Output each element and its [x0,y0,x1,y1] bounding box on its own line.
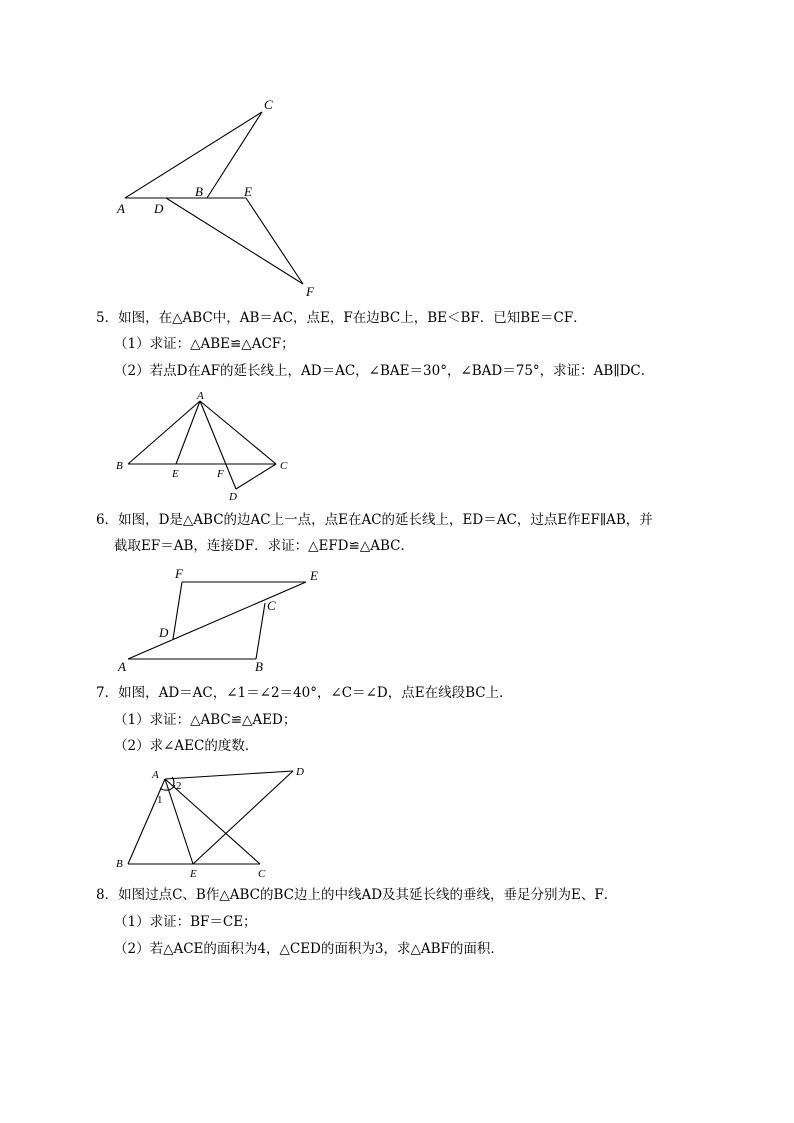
segment-ab [128,779,165,864]
q7-part1: （1）求证：△ABC≌△AED； [114,712,297,728]
label-a: A [197,390,204,402]
angle-1-label: 1 [157,794,163,806]
label-e: E [244,184,252,199]
label-c: C [258,868,266,880]
segment-ef [246,198,303,284]
label-b: B [116,460,123,472]
segment-ae [128,582,306,659]
segment-df [166,198,303,284]
q8-part1: （1）求证：BF＝CE； [114,914,257,930]
q6-stem-line2: 截取EF＝AB，连接DF．求证：△EFD≌△ABC． [114,538,414,554]
segment-ae [176,401,200,464]
q8-part2: （2）若△ACE的面积为4，△CED的面积为3，求△ABF的面积． [114,941,504,957]
q5-stem: 5．如图，在△ABC中，AB＝AC，点E，F在边BC上，BE＜BF．已知BE＝CF． [96,310,587,326]
label-f: F [175,566,183,581]
figure-q5 [0,385,794,505]
segment-ac [125,112,262,198]
q5-part2: （2）若点D在AF的延长线上，AD＝AC，∠BAE＝30°，∠BAD＝75°，求证：AB∥DC． [114,363,655,379]
angle-2-label: 2 [176,780,182,792]
label-f: F [217,468,224,480]
segment-fd [173,582,182,639]
q5-part1: （1）求证：△ABE≌△ACF； [114,336,295,352]
q8-stem: 8．如图过点C、B作△ABC的BC边上的中线AD及其延长线的垂线，垂足分别为E、F． [96,887,618,903]
segment-ad [165,771,293,779]
q7-part2: （2）求∠AEC的度数． [114,738,259,754]
label-b: B [195,184,203,199]
label-d: D [296,766,304,778]
label-e: E [172,468,179,480]
label-b: B [255,659,263,674]
segment-ab [128,401,200,464]
label-e: E [190,868,197,880]
segment-bc [256,603,265,659]
figure-q4 [0,0,794,300]
label-c: C [280,460,288,472]
label-c: C [264,97,273,112]
label-d: D [229,491,237,503]
segment-ac [200,401,276,464]
label-a: A [152,769,159,781]
label-d: D [154,201,164,216]
label-b: B [116,858,123,870]
figure-q7 [0,762,794,882]
q7-stem: 7．如图，AD＝AC，∠1＝∠2＝40°，∠C＝∠D，点E在线段BC上． [96,685,513,701]
label-a: A [117,201,125,216]
label-f: F [306,284,314,299]
label-c: C [267,598,276,613]
label-e: E [310,568,318,583]
label-a: A [118,659,126,674]
figure-q6 [0,560,794,680]
segment-bc [207,112,262,198]
segment-dc [236,464,276,489]
q6-stem-line1: 6．如图，D是△ABC的边AC上一点，点E在AC的延长线上，ED＝AC，过点E作EF∥AB，并 [96,512,653,528]
label-d: D [159,625,169,640]
